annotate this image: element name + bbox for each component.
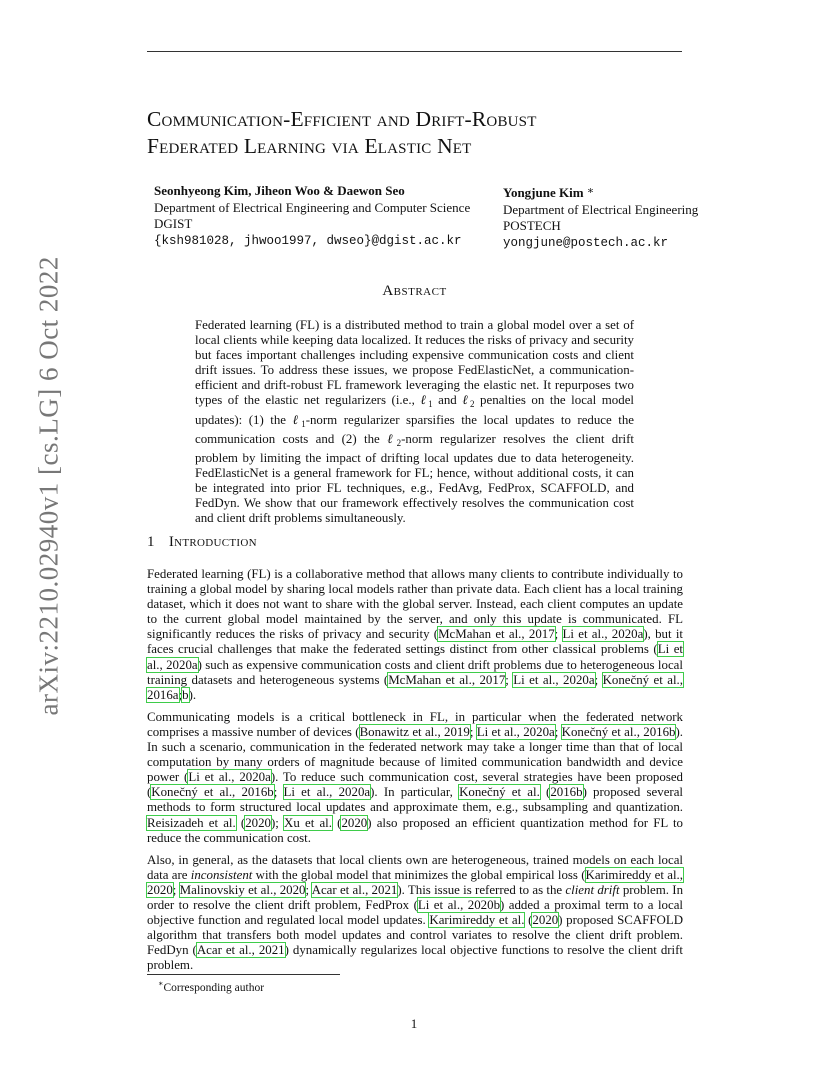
math-ell: ℓ <box>420 393 429 408</box>
text-run: ; <box>554 627 563 642</box>
math-l2 <box>462 393 475 410</box>
text-run: ); <box>270 815 285 830</box>
citation-link[interactable]: Acar et al., 2021 <box>311 882 398 897</box>
text-run: ; <box>172 882 180 897</box>
paper-title <box>147 106 707 160</box>
abstract-heading: Abstract <box>382 283 447 299</box>
citation-link[interactable]: Li et al., 2020a <box>513 672 595 687</box>
text-run: ( <box>331 815 342 830</box>
math-ell: ℓ <box>387 431 397 446</box>
math-l1 <box>420 393 433 410</box>
page-number: 1 <box>410 1016 418 1031</box>
text-run: ; <box>273 785 284 800</box>
text-run: ). To reduce such communication cost, several strategies have been proposed ( <box>147 770 684 800</box>
author-institution-left: DGIST <box>154 216 193 231</box>
math-sub: 1 <box>301 418 306 429</box>
citation-link[interactable]: Li et al., 2020a <box>562 627 644 642</box>
author-names-left: Seonhyeong Kim, Jiheon Woo & Daewon Seo <box>154 183 405 198</box>
abstract-part: penalties on the local model updates): (1) the <box>195 393 634 427</box>
citation-link[interactable]: Li et al., 2020a <box>283 785 371 800</box>
citation-link[interactable]: Konečný et al., 2016a <box>147 672 684 702</box>
title-line-2: Federated Learning via Elastic Net <box>147 134 472 158</box>
footnote-mark: ∗ <box>158 979 164 988</box>
paragraph-2 <box>147 710 683 846</box>
abstract-part: and <box>432 393 463 408</box>
citation-link[interactable]: Karimireddy et al. <box>429 913 525 928</box>
math-sub: 2 <box>396 437 402 448</box>
math-ell: ℓ <box>292 412 302 427</box>
abstract-part: Federated learning (FL) is a distributed method to train a global model over a set of local clients while keeping data localized. It reduces the risks of privacy and security but faces important challenges including expensive communication costs and client drift issues. To address these issues, we propose FedElasticNet, a communication-efficient and drift-robust FL framework leveraging the elastic net. It repurposes two types of the elastic net regularizers (i.e., <box>195 318 634 408</box>
author-block-left <box>154 183 470 249</box>
text-run: ; <box>178 687 183 702</box>
text-run: ) added a proximal term to a local objective function and regulated local model updates. <box>147 897 683 928</box>
text-run: with the global model that minimizes the global empirical loss ( <box>252 867 586 882</box>
text-run: ). In such a scenario, communication in the federated network may take a longer time than that of local computation by many orders of magnitude because of limited communication bandwidth and device power ( <box>147 724 683 785</box>
citation-link[interactable]: Li et al., 2020a <box>188 770 271 785</box>
citation-link[interactable]: Karimireddy et al., 2020 <box>147 867 683 897</box>
footnote <box>158 977 264 995</box>
text-run: ; <box>554 724 562 739</box>
text-run: ). <box>188 687 197 702</box>
author-department-right: Department of Electrical Engineering <box>503 201 699 217</box>
paragraph-3 <box>147 853 683 974</box>
math-l1 <box>293 413 306 427</box>
text-run: ( <box>539 785 551 800</box>
citation-link[interactable]: Li et al., 2020b <box>417 897 501 912</box>
citation-link[interactable]: Xu et al. <box>284 815 332 830</box>
text-run: Also, in general, as the datasets that local clients own are heterogeneous, trained models on each local data are <box>147 852 683 882</box>
emphasis: client drift <box>565 882 620 897</box>
paragraph-1 <box>147 567 683 703</box>
emphasis: inconsistent <box>190 867 253 882</box>
citation-link[interactable]: Acar et al., 2021 <box>196 943 285 958</box>
math-sub: 2 <box>470 399 475 410</box>
abstract-part: -norm regularizer resolves the client drift problem by limiting the impact of drifting local updates due to data heterogeneity. FedElasticNet is a general framework for FL; hence, without additional costs, it can be integrated into prior FL techniques, e.g., FedAvg, FedProx, SCAFFOLD, and FedDyn. We show that our framework effectively resolves the communication cost and client drift problems simultaneously. <box>195 431 634 526</box>
citation-link[interactable]: McMahan et al., 2017 <box>438 627 555 642</box>
citation-link[interactable]: 2020 <box>341 815 368 830</box>
author-name-right: Yongjune Kim <box>503 185 584 200</box>
citation-link[interactable]: Bonawitz et al., 2019 <box>359 724 470 739</box>
section-heading-introduction <box>147 534 257 551</box>
footnote-rule <box>147 974 340 975</box>
math-l2 <box>387 432 401 446</box>
citation-link[interactable]: McMahan et al., 2017 <box>388 672 506 687</box>
title-line-1: Communication-Efficient and Drift-Robust <box>147 107 537 131</box>
citation-link[interactable]: 2020 <box>532 913 559 928</box>
text-run: Communicating models is a critical bottleneck in FL, in particular when the federated network comprises a massive number of devices ( <box>147 709 683 739</box>
citation-link[interactable]: Reisizadeh et al. <box>147 815 236 830</box>
footnote-text: Corresponding author <box>163 981 265 994</box>
citation-link[interactable]: Malinovskiy et al., 2020 <box>179 882 306 897</box>
citation-link[interactable]: 2016b <box>550 785 583 800</box>
text-run: problem. In order to resolve the client drift problem, FedProx ( <box>147 882 684 912</box>
text-run: ) proposed SCAFFOLD algorithm that transfers both model updates and control variates to resolve the client drift problem. FedDyn ( <box>147 913 684 958</box>
text-run: ( <box>235 815 246 830</box>
abstract-part: -norm regularizer sparsifies the local updates to reduce the communication costs and (2) the <box>195 412 634 446</box>
text-run: ). This issue is referred to as the <box>397 882 566 897</box>
citation-link[interactable]: Konečný et al., 2016b <box>151 785 274 800</box>
math-ell: ℓ <box>462 393 470 408</box>
citation-link[interactable]: Li et al., 2020a <box>476 724 555 739</box>
text-run: ; <box>594 672 603 687</box>
citation-link[interactable]: Konečný et al. <box>459 785 540 800</box>
citation-link[interactable]: 2020 <box>245 815 271 830</box>
text-run: ) proposed several methods to form structured local updates and approximate them, e.g., subsampling and quantization. <box>147 785 684 815</box>
author-department-left: Department of Electrical Engineering and Computer Science <box>154 199 471 215</box>
text-run: ; <box>305 882 312 897</box>
citation-link[interactable]: Li et al., 2020a <box>147 642 684 672</box>
text-run: ( <box>524 913 533 928</box>
text-run: ). In particular, <box>370 785 460 800</box>
author-email-right[interactable]: yongjune@postech.ac.kr <box>503 235 669 250</box>
text-run: ) also proposed an efficient quantization method for FL to reduce the communication cost. <box>147 815 683 845</box>
text-run: ; <box>505 672 514 687</box>
author-institution-right: POSTECH <box>503 218 561 233</box>
top-rule <box>147 51 682 52</box>
abstract-text <box>195 318 634 526</box>
arxiv-watermark[interactable]: arXiv:2210.02940v1 [cs.LG] 6 Oct 2022 <box>33 256 64 716</box>
math-sub: 1 <box>428 399 433 410</box>
text-run: ; <box>469 724 477 739</box>
text-run: ) such as expensive communication costs and client drift problems due to heterogeneous local training datasets and heterogeneous systems ( <box>147 657 683 687</box>
section-title: Introduction <box>168 534 257 550</box>
author-names-right <box>503 183 698 202</box>
author-block-right <box>503 183 698 251</box>
introduction-body <box>147 567 683 980</box>
text-run: ), but it faces crucial challenges that make the federated settings distinct from other classical problems ( <box>147 627 683 657</box>
author-email-left[interactable]: {ksh981028, jhwoo1997, dwseo}@dgist.ac.kr <box>154 233 462 248</box>
text-run: ) dynamically regularizes local objective functions to resolve the client drift problem. <box>147 943 684 973</box>
text-run: Federated learning (FL) is a collaborative method that allows many clients to contribute individually to training a global model by sharing local models rather than private data. Each client has a local training dataset, which it does not want to share with the global server. Instead, each client computes an update to the current global model maintained by the server, and only this update is communicated. FL significantly reduces the risks of privacy and security ( <box>147 567 683 642</box>
corresponding-author-mark[interactable]: ∗ <box>586 185 595 197</box>
section-number: 1 <box>147 534 155 550</box>
citation-link[interactable]: b <box>182 687 189 702</box>
citation-link[interactable]: Konečný et al., 2016b <box>561 724 676 739</box>
